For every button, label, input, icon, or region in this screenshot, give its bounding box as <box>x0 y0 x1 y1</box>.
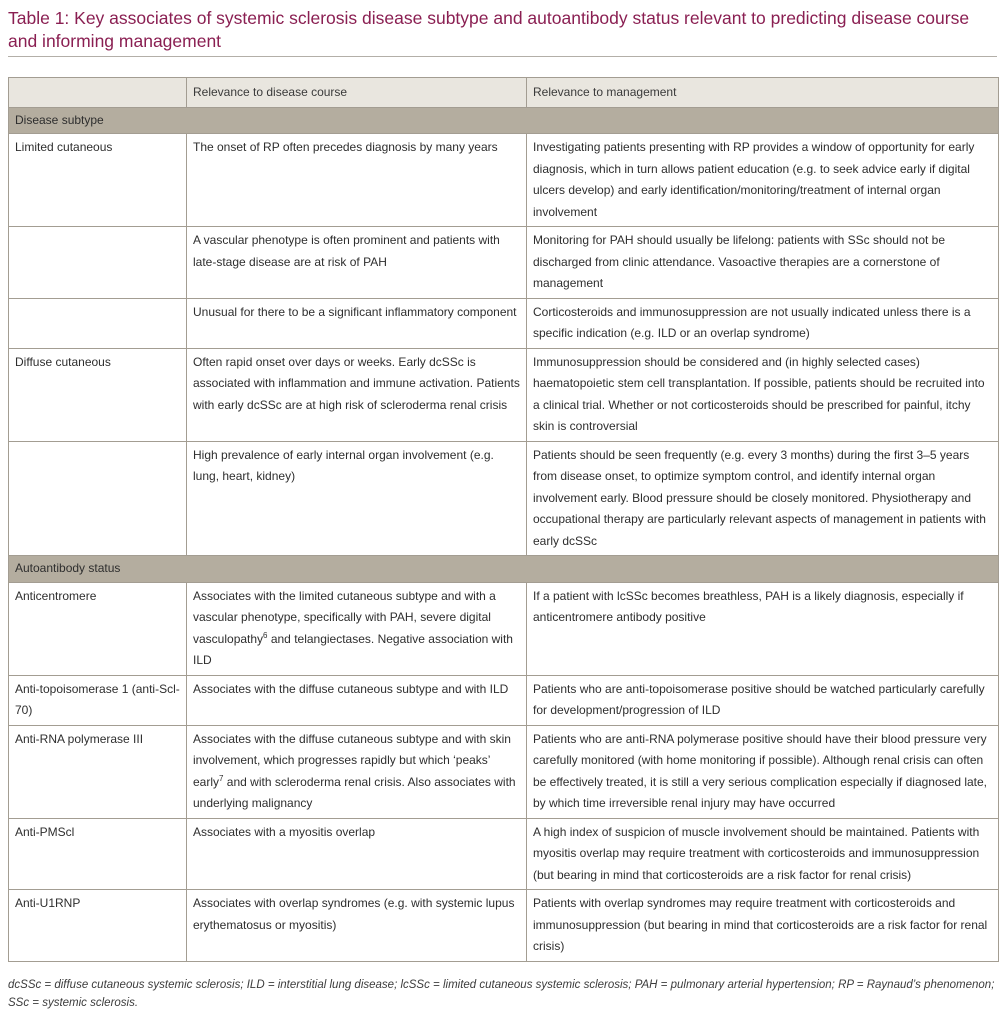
management-cell: Investigating patients presenting with RP provides a window of opportunity for early diagnosis, which in turn allows patient education (e.g. to seek advice early if digital ulcers develop) and early identification/monitoring/treatment of internal organ involvement <box>527 134 999 227</box>
table-row <box>9 675 999 725</box>
row-label <box>9 441 187 556</box>
footnote: dcSSc = diffuse cutaneous systemic sclerosis; ILD = interstitial lung disease; lcSSc = limited cutaneous systemic sclerosis; PAH = pulmonary arterial hypertension; RP = Raynaud’s phenomenon; SSc = systemic sclerosis. <box>8 979 995 1009</box>
table-title: Table 1: Key associates of systemic sclerosis disease subtype and autoantibody status relevant to predicting disease course and informing management <box>8 8 970 51</box>
management-cell: A high index of suspicion of muscle involvement should be maintained. Patients with myositis overlap may require treatment with corticosteroids and immunosuppression (but bearing in mind that corticosteroids are a risk factor for renal crisis) <box>527 818 999 890</box>
course-text: Associates with the diffuse cutaneous subtype and with skin involvement, which progresses rapidly but which ‘peaks’ early <box>193 731 511 789</box>
section-row <box>9 556 999 583</box>
management-cell: Monitoring for PAH should usually be lifelong: patients with SSc should not be discharged from clinic attendance. Vasoactive therapies are a cornerstone of management <box>527 227 999 299</box>
row-label: Limited cutaneous <box>9 134 187 227</box>
row-label: Anti-topoisomerase 1 (anti-Scl-70) <box>9 675 187 725</box>
header-course: Relevance to disease course <box>187 78 527 108</box>
management-cell: Patients who are anti-RNA polymerase positive should have their blood pressure very carefully monitored (with home monitoring if possible). Although renal crisis can often be effectively treated, it is still a very serious complication especially if diagnosed late, by which time irreversible renal injury may have occurred <box>527 725 999 818</box>
row-label: Anti-U1RNP <box>9 890 187 962</box>
table-row <box>9 134 999 227</box>
reference-number: 7 <box>219 773 224 783</box>
course-cell: Associates with overlap syndromes (e.g. with systemic lupus erythematosus or myositis) <box>187 890 527 962</box>
data-table <box>8 77 999 962</box>
row-label: Diffuse cutaneous <box>9 348 187 441</box>
table-row <box>9 818 999 890</box>
course-cell: Associates with a myositis overlap <box>187 818 527 890</box>
row-label: Anti-PMScl <box>9 818 187 890</box>
course-cell: Often rapid onset over days or weeks. Early dcSSc is associated with inflammation and immune activation. Patients with early dcSSc are at high risk of scleroderma renal crisis <box>187 348 527 441</box>
management-cell: Patients with overlap syndromes may require treatment with corticosteroids and immunosuppression (but bearing in mind that corticosteroids are a risk factor for renal crisis) <box>527 890 999 962</box>
course-text: Associates with the limited cutaneous subtype and with a vascular phenotype, specifically with PAH, severe digital vasculopathy <box>193 588 496 646</box>
reference-number: 6 <box>263 630 268 640</box>
row-label: Anticentromere <box>9 582 187 675</box>
table-row <box>9 227 999 299</box>
course-cell: The onset of RP often precedes diagnosis by many years <box>187 134 527 227</box>
section-label: Disease subtype <box>9 107 999 134</box>
course-cell <box>187 582 527 675</box>
course-cell: Unusual for there to be a significant inflammatory component <box>187 298 527 348</box>
course-text-continued: and telangiectases. Negative association with ILD <box>193 631 513 667</box>
course-cell: Associates with the diffuse cutaneous subtype and with ILD <box>187 675 527 725</box>
row-label <box>9 298 187 348</box>
course-cell: High prevalence of early internal organ involvement (e.g. lung, heart, kidney) <box>187 441 527 556</box>
management-cell: If a patient with lcSSc becomes breathless, PAH is a likely diagnosis, especially if anticentromere antibody positive <box>527 582 999 675</box>
section-label: Autoantibody status <box>9 556 999 583</box>
course-cell: A vascular phenotype is often prominent and patients with late-stage disease are at risk of PAH <box>187 227 527 299</box>
header-row <box>9 78 999 108</box>
management-cell: Patients who are anti-topoisomerase positive should be watched particularly carefully for development/progression of ILD <box>527 675 999 725</box>
table-row <box>9 725 999 818</box>
table-row <box>9 890 999 962</box>
row-label <box>9 227 187 299</box>
course-cell <box>187 725 527 818</box>
table-row <box>9 348 999 441</box>
table-body <box>9 107 999 961</box>
title-divider <box>8 56 997 57</box>
course-text-continued: and with scleroderma renal crisis. Also associates with underlying malignancy <box>193 774 516 810</box>
management-cell: Immunosuppression should be considered and (in highly selected cases) haematopoietic stem cell transplantation. If possible, patients should be recruited into a clinical trial. Whether or not corticosteroids should be prescribed for painful, itchy skin is controversial <box>527 348 999 441</box>
table-row <box>9 582 999 675</box>
management-cell: Corticosteroids and immunosuppression are not usually indicated unless there is a specific indication (e.g. ILD or an overlap syndrome) <box>527 298 999 348</box>
table-row <box>9 441 999 556</box>
management-cell: Patients should be seen frequently (e.g. every 3 months) during the first 3–5 years from disease onset, to optimize symptom control, and identify internal organ involvement early. Blood pressure should be closely monitored. Physiotherapy and occupational therapy are particularly relevant aspects of management in patients with early dcSSc <box>527 441 999 556</box>
table-row <box>9 298 999 348</box>
section-row <box>9 107 999 134</box>
header-label <box>9 78 187 108</box>
header-management: Relevance to management <box>527 78 999 108</box>
row-label: Anti-RNA polymerase III <box>9 725 187 818</box>
